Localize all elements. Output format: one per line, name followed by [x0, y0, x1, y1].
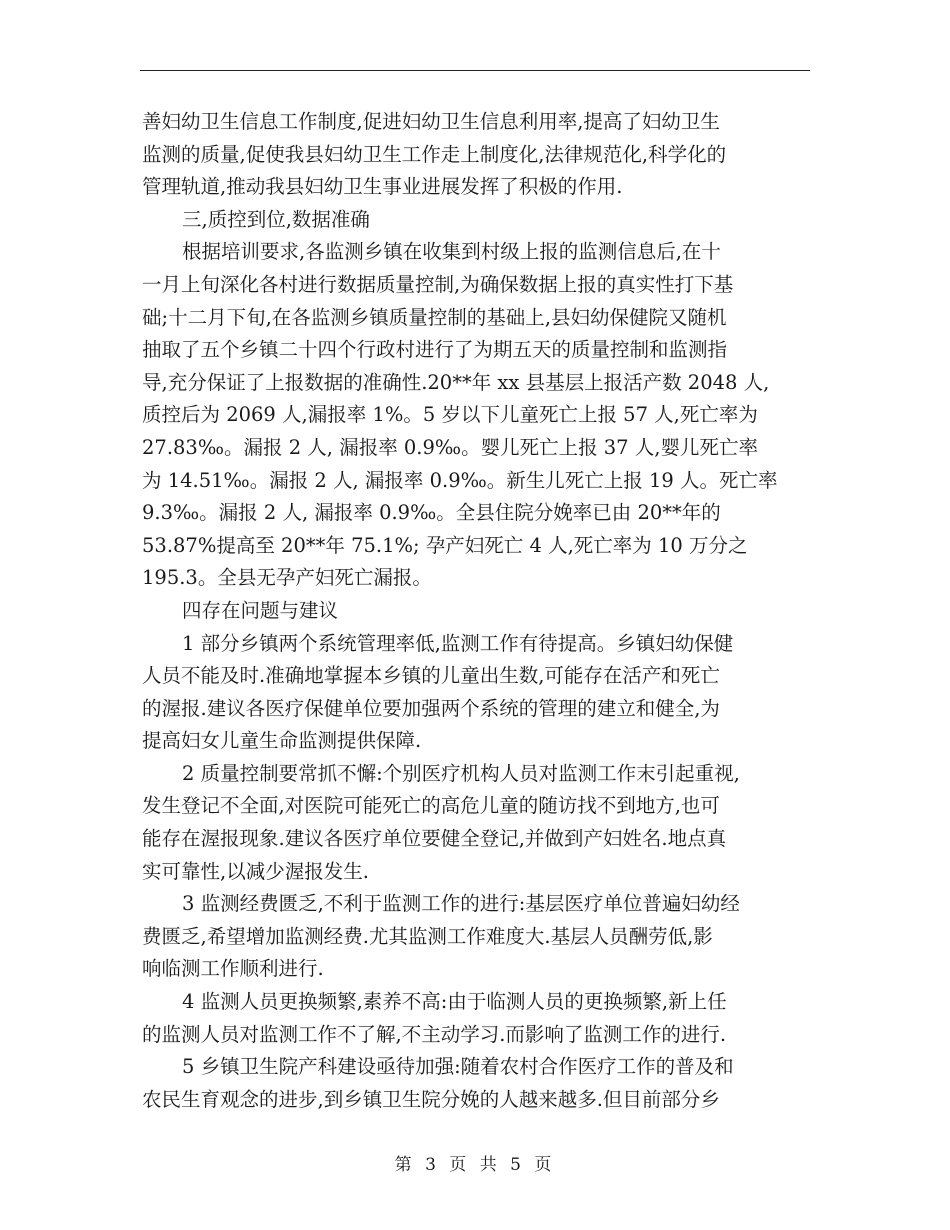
header-rule	[140, 70, 810, 71]
text-line: 能存在渥报现象.建议各医疗单位要健全登记,并做到产妇姓名.地点真	[142, 827, 727, 851]
text-line: 农民生育观念的进步,到乡镇卫生院分娩的人越来越多.但目前部分乡	[142, 1087, 720, 1111]
text-line: 费匮乏,希望增加监测经费.尤其监测工作难度大.基层人员酬劳低,影	[142, 924, 713, 948]
text-line: 抽取了五个乡镇二十四个行政村进行了为期五天的质量控制和监测指	[142, 338, 728, 362]
text-line: 的渥报.建议各医疗保健单位要加强两个系统的管理的建立和健全,为	[142, 696, 720, 720]
text-line: 监测的质量,促使我县妇幼卫生工作走上制度化,法律规范化,科学化的	[142, 142, 727, 166]
text-line: 5 乡镇卫生院产科建设亟待加强:随着农村合作医疗工作的普及和	[182, 1055, 734, 1079]
text-line: 的监测人员对监测工作不了解,不主动学习.而影响了监测工作的进行.	[142, 1022, 727, 1046]
text-line: 1 部分乡镇两个系统管理率低,监测工作有待提高。乡镇妇幼保健	[182, 631, 734, 655]
text-line: 四存在问题与建议	[182, 598, 339, 622]
text-line: 2 质量控制要常抓不懈:个别医疗机构人员对监测工作末引起重视,	[182, 761, 740, 785]
text-line: 一月上旬深化各村进行数据质量控制,为确保数据上报的真实性打下基	[142, 272, 734, 296]
text-line: 提高妇女儿童生命监测提供保障.	[142, 729, 422, 753]
text-line: 4 监测人员更换频繁,素养不高:由于临测人员的更换频繁,新上任	[182, 990, 727, 1014]
text-line: 为 14.51‰。漏报 2 人, 漏报率 0.9‰。新生儿死亡上报 19 人。死亡率	[142, 468, 778, 492]
document-body	[142, 106, 810, 1116]
text-line: 导,充分保证了上报数据的准确性.20**年 xx 县基层上报活产数 2048 人,	[142, 370, 770, 394]
page-number: 第 3 页 共 5 页	[394, 1155, 556, 1175]
text-line: 础;十二月下旬,在各监测乡镇质量控制的基础上,县妇幼保健院又随机	[142, 305, 727, 329]
text-line: 管理轨道,推动我县妇幼卫生事业进展发挥了积极的作用.	[142, 175, 623, 199]
text-line: 53.87%提高至 20**年 75.1%; 孕产妇死亡 4 人,死亡率为 10 万分之	[142, 533, 748, 557]
text-line: 质控后为 2069 人,漏报率 1%。5 岁以下儿童死亡上报 57 人,死亡率为	[142, 403, 758, 427]
text-line: 响临测工作顺利进行.	[142, 957, 324, 981]
text-line: 9.3‰。漏报 2 人, 漏报率 0.9‰。全县住院分娩率已由 20**年的	[142, 501, 721, 525]
text-line: 三,质控到位,数据准确	[182, 207, 370, 231]
text-line: 善妇幼卫生信息工作制度,促进妇幼卫生信息利用率,提高了妇幼卫生	[142, 110, 720, 133]
text-line: 人员不能及时.准确地掌握本乡镇的儿童出生数,可能存在活产和死亡	[142, 664, 720, 688]
text-line: 195.3。全县无孕产妇死亡漏报。	[142, 566, 432, 590]
text-line: 根据培训要求,各监测乡镇在收集到村级上报的监测信息后,在十	[182, 240, 721, 264]
text-line: 3 监测经费匮乏,不利于监测工作的进行:基层医疗单位普遍妇幼经	[182, 892, 740, 916]
text-line: 实可靠性,以减少渥报发生.	[142, 859, 369, 883]
text-line: 27.83‰。漏报 2 人, 漏报率 0.9‰。婴儿死亡上报 37 人,婴儿死亡率	[142, 435, 758, 459]
text-line: 发生登记不全面,对医院可能死亡的高危儿童的随访找不到地方,也可	[142, 794, 720, 818]
